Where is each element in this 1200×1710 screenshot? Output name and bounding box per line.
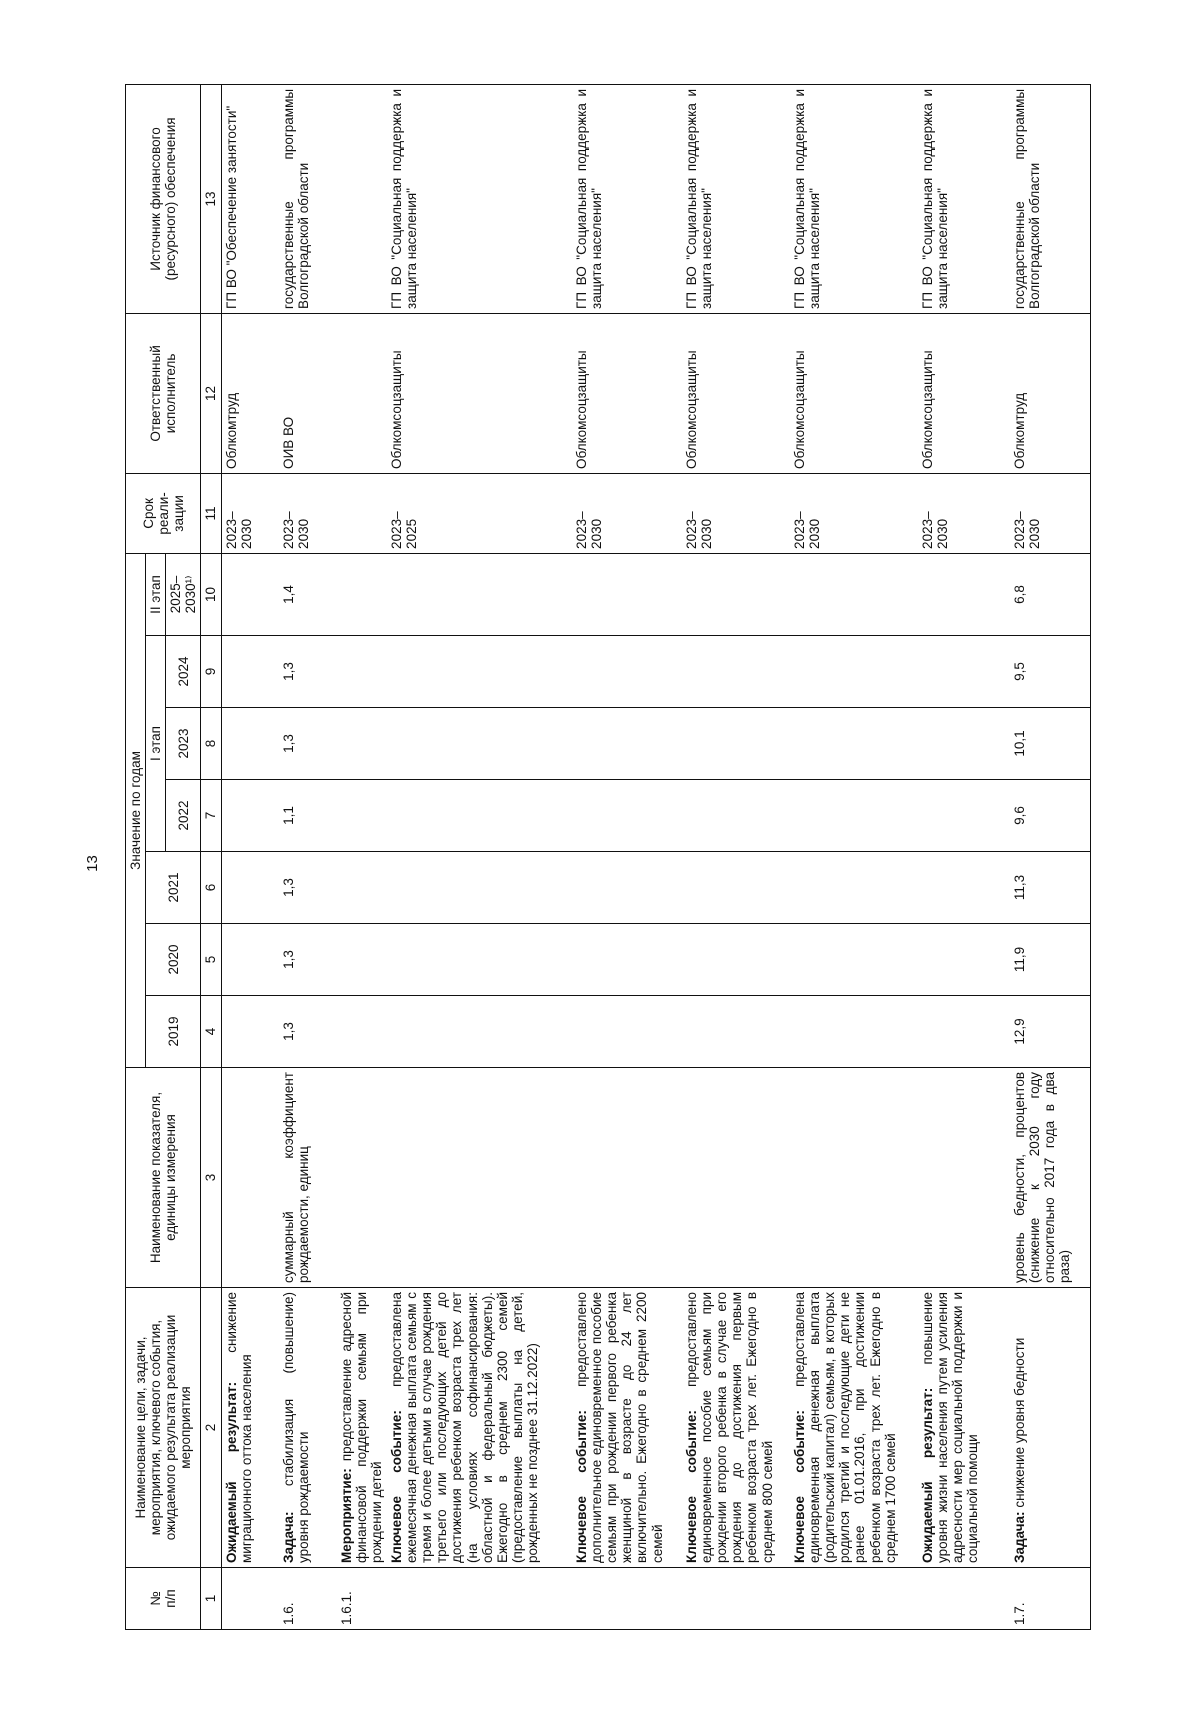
row-name [221,1288,279,1568]
row-executor: Облкомтруд [221,313,279,473]
header-2020: 2020 [146,924,201,996]
row-name-lead: Задача: [281,1511,297,1563]
row-value [790,780,918,852]
row-indicator [221,1068,279,1288]
row-value: 1,3 [279,996,337,1068]
row-value [387,708,572,780]
plan-table [125,84,1091,1630]
row-value [221,553,279,635]
table-row [387,84,572,1629]
row-executor: Облкомтруд [1010,313,1090,473]
table-row [790,84,918,1629]
row-value: 11,9 [1010,924,1090,996]
row-name-text: предоставлена единовременная денежная выплата (родительский капитал) семьям, в которых родился третий и последующие дети не ранее 01.01.2016, при достижении ребенком возраста трех лет. Ежегодно в среднем 1700 семей [792,1291,898,1563]
row-number [387,1568,572,1630]
col-number: 12 [201,313,221,473]
row-value [221,996,279,1068]
row-term: 2023– 2030 [221,473,279,553]
row-value: 1,1 [279,780,337,852]
row-value: 1,3 [279,852,337,924]
header-values-by-years: Значение по годам [126,553,146,1067]
row-value [337,852,387,924]
row-value [682,996,790,1068]
row-value [221,636,279,708]
col-number: 2 [201,1288,221,1568]
row-term [337,473,387,553]
row-number [572,1568,682,1630]
row-value [572,780,682,852]
header-2024: 2024 [166,636,201,708]
row-name-lead: Ключевое событие: [389,1410,405,1563]
row-value [572,553,682,635]
row-term: 2023– 2030 [790,473,918,553]
header-2023: 2023 [166,708,201,780]
header-executor: Ответственный исполнитель [126,313,201,473]
row-executor: Облкомсоцзащиты [387,313,572,473]
row-value [790,636,918,708]
col-number: 13 [201,84,221,313]
row-value [337,924,387,996]
header-stage2: II этап [146,553,166,635]
row-indicator [387,1068,572,1288]
row-value [682,852,790,924]
row-value [790,924,918,996]
row-name-text: снижение уровня бедности [1012,1337,1028,1512]
row-value [682,708,790,780]
col-number: 7 [201,780,221,852]
header-indicator: Наименование показателя, единицы измерения [126,1068,201,1288]
row-source: ГП ВО "Социальная поддержка и защита населения" [790,84,918,313]
row-value [387,553,572,635]
row-name [279,1288,337,1568]
row-term: 2023– 2030 [1010,473,1090,553]
row-value [790,852,918,924]
row-name [682,1288,790,1568]
row-value [387,780,572,852]
row-value: 11,3 [1010,852,1090,924]
row-name [790,1288,918,1568]
header-term: Срок реали- зации [126,473,201,553]
row-name [1010,1288,1090,1568]
row-value [337,553,387,635]
row-number [918,1568,1010,1630]
row-value [918,996,1010,1068]
row-name [572,1288,682,1568]
row-executor: Облкомсоцзащиты [918,313,1010,473]
row-value [387,924,572,996]
row-value: 10,1 [1010,708,1090,780]
row-source: ГП ВО "Социальная поддержка и защита населения" [572,84,682,313]
col-number: 6 [201,852,221,924]
table-row [682,84,790,1629]
row-value [572,708,682,780]
row-name-lead: Мероприятие: [339,1468,355,1563]
table-row [572,84,682,1629]
row-value [682,636,790,708]
row-value [918,553,1010,635]
row-source: государственные программы Волгоградской области [279,84,337,313]
row-value: 1,3 [279,708,337,780]
row-indicator: уровень бедности, процентов (снижение к 2030 году относительно 2017 года в два раза) [1010,1068,1090,1288]
row-value: 12,9 [1010,996,1090,1068]
row-value: 1,3 [279,636,337,708]
column-numbers-row [201,84,221,1629]
row-value [918,780,1010,852]
row-name [918,1288,1010,1568]
row-number [221,1568,279,1630]
row-number: 1.6. [279,1568,337,1630]
row-indicator [337,1068,387,1288]
row-value [682,780,790,852]
row-source: ГП ВО "Социальная поддержка и защита населения" [918,84,1010,313]
header-2019: 2019 [146,996,201,1068]
row-name-lead: Задача: [1012,1511,1028,1563]
row-term: 2023– 2025 [387,473,572,553]
row-name-text: предоставление адресной финансовой поддержки семьям при рождении детей [339,1292,385,1563]
row-value [221,708,279,780]
col-number: 5 [201,924,221,996]
table-row [337,84,387,1629]
row-value [221,780,279,852]
row-indicator [918,1068,1010,1288]
header-name: Наименование цели, задачи, мероприятия, ключевого события, ожидаемого результата реализации мероприятия [126,1288,201,1568]
row-executor [337,313,387,473]
row-value [918,852,1010,924]
row-name-text: стабилизация (повышение) уровня рождаемости [281,1292,312,1563]
table-row [279,84,337,1629]
row-value [387,636,572,708]
row-name-lead: Ключевое событие: [684,1410,700,1563]
row-value [337,708,387,780]
row-value [572,852,682,924]
row-number [790,1568,918,1630]
header-no: № п/п [126,1568,201,1630]
row-number [682,1568,790,1630]
page-number: 13 [83,855,101,872]
row-value [790,996,918,1068]
row-term: 2023– 2030 [572,473,682,553]
row-name-lead: Ключевое событие: [574,1410,590,1563]
row-source: ГП ВО "Обеспечение занятости" [221,84,279,313]
row-value [387,852,572,924]
header-2022: 2022 [166,780,201,852]
row-value [337,636,387,708]
header-2021: 2021 [146,852,201,924]
row-indicator [682,1068,790,1288]
col-number: 11 [201,473,221,553]
row-indicator [790,1068,918,1288]
row-value: 6,8 [1010,553,1090,635]
row-value: 1,4 [279,553,337,635]
col-number: 10 [201,553,221,635]
row-number: 1.6.1. [337,1568,387,1630]
row-value: 9,6 [1010,780,1090,852]
header-stage1: I этап [146,636,166,852]
row-source: ГП ВО "Социальная поддержка и защита населения" [682,84,790,313]
row-indicator: суммарный коэффициент рождаемости, единиц [279,1068,337,1288]
row-name-lead: Ожидаемый результат: [223,1381,239,1563]
row-term: 2023– 2030 [279,473,337,553]
row-value [682,924,790,996]
row-value [572,636,682,708]
row-value [221,924,279,996]
row-executor: Облкомсоцзащиты [682,313,790,473]
row-value [387,996,572,1068]
row-source [337,84,387,313]
row-value [337,780,387,852]
row-name-lead: Ключевое событие: [792,1410,808,1563]
col-number: 8 [201,708,221,780]
row-source: государственные программы Волгоградской области [1010,84,1090,313]
table-row [1010,84,1090,1629]
row-name-text: повышение уровня жизни населения путем усиления адресности мер социальной поддержки и социальной помощи [920,1292,981,1563]
row-value [682,553,790,635]
row-number: 1.7. [1010,1568,1090,1630]
row-indicator [572,1068,682,1288]
row-executor: ОИВ ВО [279,313,337,473]
row-term: 2023– 2030 [682,473,790,553]
row-value [790,708,918,780]
col-number: 4 [201,996,221,1068]
row-name-lead: Ожидаемый результат: [920,1387,936,1563]
row-name-text: предоставлено дополнительное единовременное пособие семьям при рождении первого ребенка женщиной в возрасте до 24 лет включительно. Ежегодно в среднем 2200 семей [574,1291,665,1563]
row-value [918,708,1010,780]
row-name [387,1288,572,1568]
row-name-text: предоставлена ежемесячная денежная выплата семьям с тремя и более детьми в случае рождения третьего или последующих детей до достижения ребенком возраста трех лет (на условиях софинансирования: областной и федеральный бюджеты). Ежегодно в среднем 2300 семей (предоставление выплаты на детей, рожденных не позднее 31.12.2022) [389,1291,541,1563]
row-value [918,636,1010,708]
table-row [221,84,279,1629]
row-value [918,924,1010,996]
row-value [790,553,918,635]
row-name-text: снижение миграционного оттока населения [223,1291,254,1563]
col-number: 9 [201,636,221,708]
table-row [918,84,1010,1629]
col-number: 1 [201,1568,221,1630]
row-value [572,924,682,996]
row-executor: Облкомсоцзащиты [572,313,682,473]
row-source: ГП ВО "Социальная поддержка и защита населения" [387,84,572,313]
row-value: 1,3 [279,924,337,996]
row-term: 2023– 2030 [918,473,1010,553]
row-name-text: предоставлено единовременное пособие семьям при рождении второго ребенка в случае его рождения до достижения первым ребенком возраста трех лет. Ежегодно в среднем 800 семей [684,1291,775,1563]
table-header [126,84,222,1629]
row-value [221,852,279,924]
row-executor: Облкомсоцзащиты [790,313,918,473]
row-name [337,1288,387,1568]
header-2025-2030: 2025– 2030¹⁾ [166,553,201,635]
row-value [572,996,682,1068]
header-source: Источник финансового (ресурсного) обеспечения [126,84,201,313]
rotated-table-sheet [125,85,1155,1630]
row-value [337,996,387,1068]
row-value: 9,5 [1010,636,1090,708]
col-number: 3 [201,1068,221,1288]
table-body [221,84,1090,1629]
